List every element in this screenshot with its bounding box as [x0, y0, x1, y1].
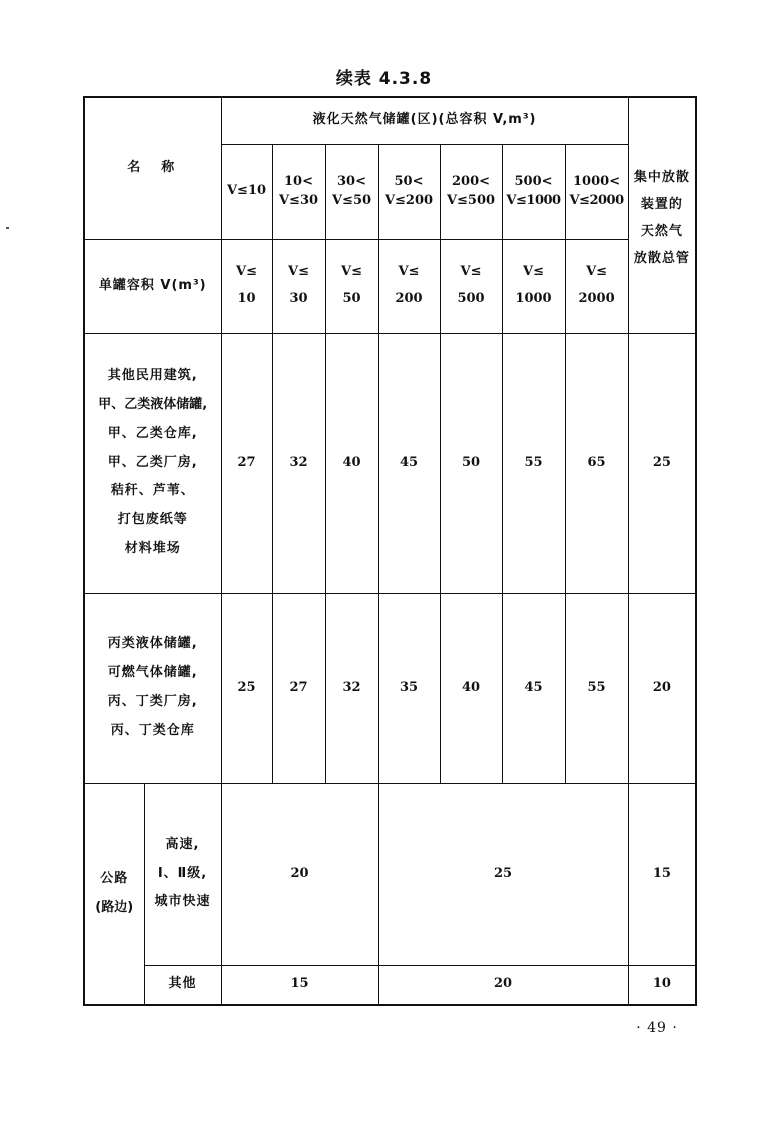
vent-header-line-1: 集中放散	[633, 170, 690, 186]
single-tank-label: 单罐容积 V(m³)	[98, 277, 207, 293]
class-c-label-line-1: 丙类液体储罐,	[107, 636, 198, 652]
table-caption: 续表 4.3.8	[335, 69, 433, 89]
total-range-cell-4	[378, 144, 440, 239]
class-c-label-cell	[84, 593, 221, 783]
civil-label-line-3: 甲、乙类仓库,	[107, 425, 198, 441]
lng-group-header	[221, 97, 628, 144]
single-range-6-op: V≤	[523, 264, 544, 280]
total-range-cell-6	[502, 144, 565, 239]
class-c-value-7: 55	[565, 593, 628, 783]
total-range-1: V≤10	[226, 183, 267, 199]
civil-value-3: 40	[325, 333, 378, 593]
total-range-6-upper: V≤1000	[506, 192, 561, 208]
single-range-7-op: V≤	[586, 264, 608, 280]
single-range-cell-5	[440, 239, 502, 333]
road-group-line-1: 公路	[100, 870, 129, 886]
total-range-7-lower: 1000<	[573, 173, 621, 189]
single-range-cell-4	[378, 239, 440, 333]
civil-value-1: 27	[221, 333, 272, 593]
single-range-3-op: V≤	[341, 264, 362, 280]
name-header-cell	[84, 97, 221, 239]
class-c-label-line-3: 丙、丁类厂房,	[107, 694, 198, 709]
total-range-4-upper: V≤200	[384, 192, 434, 208]
single-range-cell-7	[565, 239, 628, 333]
civil-label-line-2: 甲、乙类液体储罐,	[98, 396, 208, 412]
civil-label-cell	[84, 333, 221, 593]
total-range-cell-2	[272, 144, 325, 239]
class-c-value-6: 45	[502, 593, 565, 783]
single-range-4-val: 200	[395, 291, 423, 306]
road-group-cell	[84, 783, 144, 1005]
lng-group-label: 液化天然气储罐(区)(总容积 V,m³)	[312, 112, 537, 128]
single-range-cell-3	[325, 239, 378, 333]
other-road-label: 其他	[144, 965, 221, 1005]
single-tank-header-cell	[84, 239, 221, 333]
highway-label-line-3: 城市快速	[154, 894, 211, 910]
single-range-cell-6	[502, 239, 565, 333]
total-range-6-lower: 500<	[514, 173, 553, 189]
class-c-label-line-2: 可燃气体储罐,	[107, 665, 198, 681]
total-range-4-lower: 50<	[394, 173, 424, 189]
single-range-1-val: 10	[237, 291, 256, 306]
civil-label-line-1: 其他民用建筑,	[107, 367, 198, 383]
vent-header-line-3: 天然气	[640, 224, 683, 240]
total-range-7-upper: V≤2000	[569, 192, 624, 208]
single-range-cell-1	[221, 239, 272, 333]
other-road-value-large: 20	[378, 965, 628, 1005]
total-range-5-lower: 200<	[452, 173, 491, 189]
civil-value-2: 32	[272, 333, 325, 593]
header-row-group	[84, 97, 696, 144]
civil-value-4: 45	[378, 333, 440, 593]
page-number: · 49 ·	[636, 1020, 678, 1036]
class-c-value-4: 35	[378, 593, 440, 783]
civil-label-line-4: 甲、乙类厂房,	[107, 454, 198, 470]
highway-label-line-1: 高速,	[165, 836, 200, 852]
single-range-7-val: 2000	[578, 291, 615, 306]
civil-label-line-7: 材料堆场	[124, 541, 181, 557]
class-c-value-5: 40	[440, 593, 502, 783]
class-c-value-vent: 20	[628, 593, 696, 783]
total-range-cell-3	[325, 144, 378, 239]
total-range-3-upper: V≤50	[331, 192, 372, 208]
single-range-cell-2	[272, 239, 325, 333]
class-c-value-2: 27	[272, 593, 325, 783]
civil-value-6: 55	[502, 333, 565, 593]
single-range-2-op: V≤	[288, 264, 309, 280]
total-range-cell-1	[221, 144, 272, 239]
highway-label-line-2: Ⅰ、Ⅱ级,	[157, 865, 208, 881]
civil-value-7: 65	[565, 333, 628, 593]
margin-mark	[6, 227, 9, 229]
row-road-highway	[84, 783, 696, 965]
single-range-1-op: V≤	[236, 264, 257, 280]
highway-value-small: 20	[221, 783, 378, 965]
highway-label-cell	[144, 783, 221, 965]
single-range-6-val: 1000	[515, 291, 552, 306]
civil-value-5: 50	[440, 333, 502, 593]
separation-distance-table	[83, 96, 697, 1006]
civil-label-line-6: 打包废纸等	[117, 512, 188, 528]
other-road-value-small: 15	[221, 965, 378, 1005]
single-range-5-op: V≤	[460, 264, 482, 280]
other-road-value-vent: 10	[628, 965, 696, 1005]
road-group-line-2: (路边)	[95, 899, 134, 915]
total-range-5-upper: V≤500	[446, 192, 496, 208]
class-c-label-line-4: 丙、丁类仓库	[110, 722, 195, 738]
vent-header-cell	[628, 97, 696, 333]
row-road-other	[84, 965, 696, 1005]
vent-header-line-2: 装置的	[640, 197, 683, 213]
vent-header-line-4: 放散总管	[633, 251, 690, 267]
class-c-value-3: 32	[325, 593, 378, 783]
highway-value-large: 25	[378, 783, 628, 965]
total-range-3-lower: 30<	[337, 173, 366, 189]
class-c-value-1: 25	[221, 593, 272, 783]
total-range-cell-7	[565, 144, 628, 239]
civil-value-vent: 25	[628, 333, 696, 593]
total-range-2-upper: V≤30	[278, 192, 319, 208]
name-header: 名 称	[127, 159, 179, 175]
single-range-3-val: 50	[342, 291, 361, 306]
row-civil-buildings	[84, 333, 696, 593]
single-range-2-val: 30	[289, 291, 308, 306]
header-row-single-tank	[84, 239, 696, 333]
single-range-5-val: 500	[457, 291, 485, 306]
civil-label-line-5: 秸秆、芦苇、	[110, 483, 195, 499]
highway-value-vent: 15	[628, 783, 696, 965]
single-range-4-op: V≤	[398, 264, 420, 280]
row-class-c	[84, 593, 696, 783]
total-range-2-lower: 10<	[284, 173, 313, 189]
total-range-cell-5	[440, 144, 502, 239]
vent-header-lines	[629, 162, 696, 268]
